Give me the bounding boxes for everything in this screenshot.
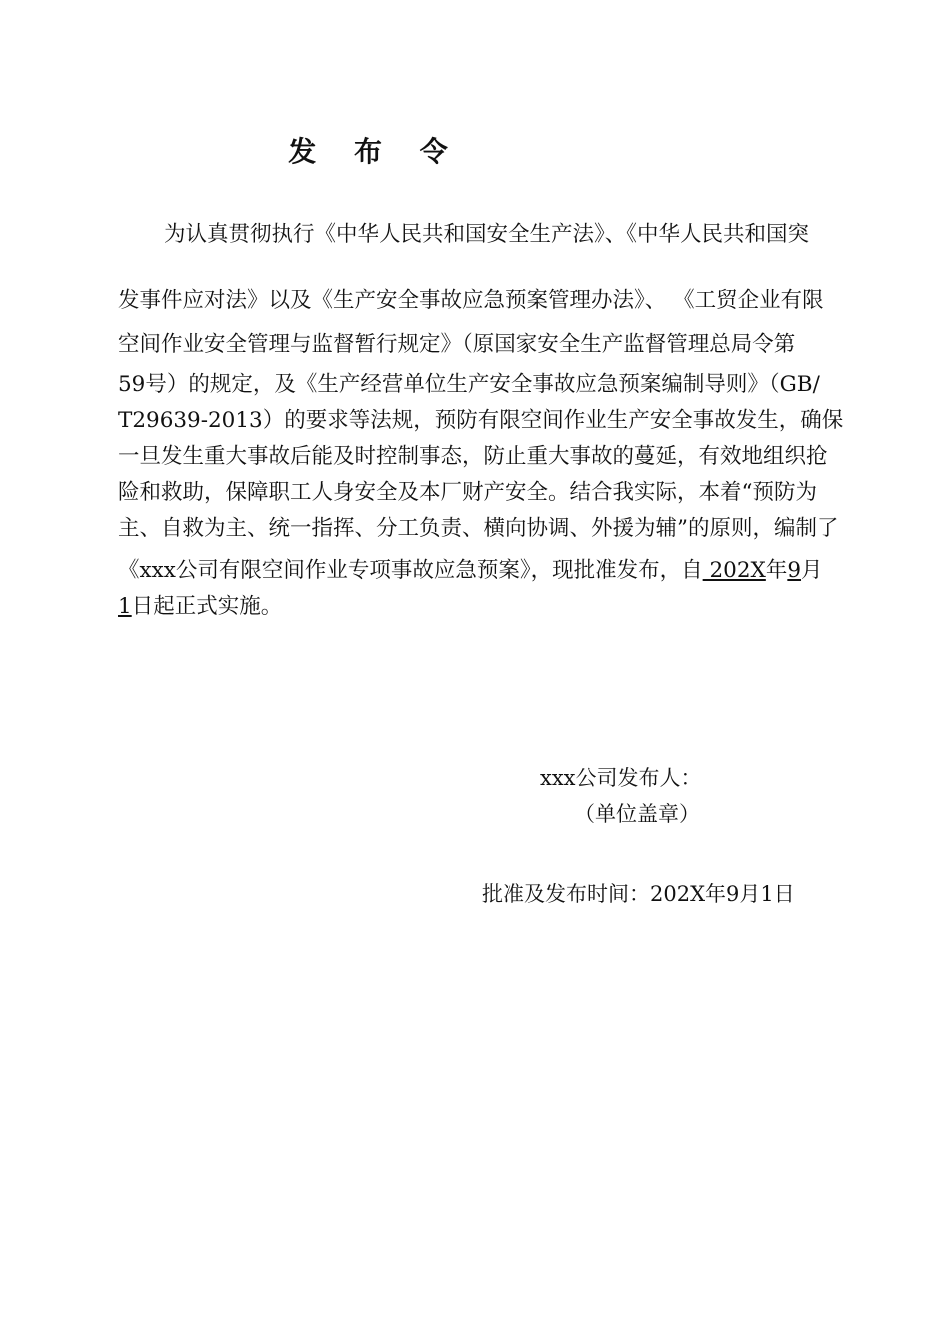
- body-line-6: 一旦发生重大事故后能及时控制事态，防止重大事故的蔓延，有效地组织抢: [118, 444, 828, 469]
- body-line-10: [118, 592, 838, 622]
- effective-month: 9: [787, 558, 802, 583]
- line9-prefix: 《xxx公司有限空间作业专项事故应急预案》，现批准发布，自: [118, 558, 703, 583]
- release-date: 批准及发布时间：202X年9月1日: [482, 882, 795, 906]
- body-line-1: 为认真贯彻执行《中华人民共和国安全生产法》、《中华人民共和国突: [164, 222, 810, 247]
- seal-label: （单位盖章）: [574, 802, 700, 826]
- body-line-9: [118, 556, 838, 586]
- line9-suffix: 月: [801, 558, 823, 583]
- body-line-8: 主、自救为主、统一指挥、分工负责、横向协调、外援为辅”的原则，编制了: [118, 516, 839, 541]
- line10-suffix: 日起正式实施。: [131, 594, 283, 619]
- page-title: 发 布 令: [288, 135, 462, 168]
- line9-mid: 年: [765, 558, 788, 583]
- body-line-3: 空间作业安全管理与监督暂行规定》（原国家安全生产监督管理总局令第: [118, 332, 796, 357]
- effective-year: 202X: [702, 558, 766, 583]
- body-line-7: 险和救助，保障职工人身安全及本厂财产安全。结合我实际，本着“预防为: [118, 480, 817, 505]
- body-line-5: T29639-2013）的要求等法规，预防有限空间作业生产安全事故发生，确保: [118, 408, 844, 433]
- body-line-4: 59号）的规定，及《生产经营单位生产安全事故应急预案编制导则》（GB/: [118, 372, 820, 397]
- effective-day: 1: [118, 594, 132, 619]
- body-line-2: 发事件应对法》以及《生产安全事故应急预案管理办法》、 《工贸企业有限: [118, 288, 824, 313]
- issuer-label: xxx公司发布人：: [540, 766, 702, 790]
